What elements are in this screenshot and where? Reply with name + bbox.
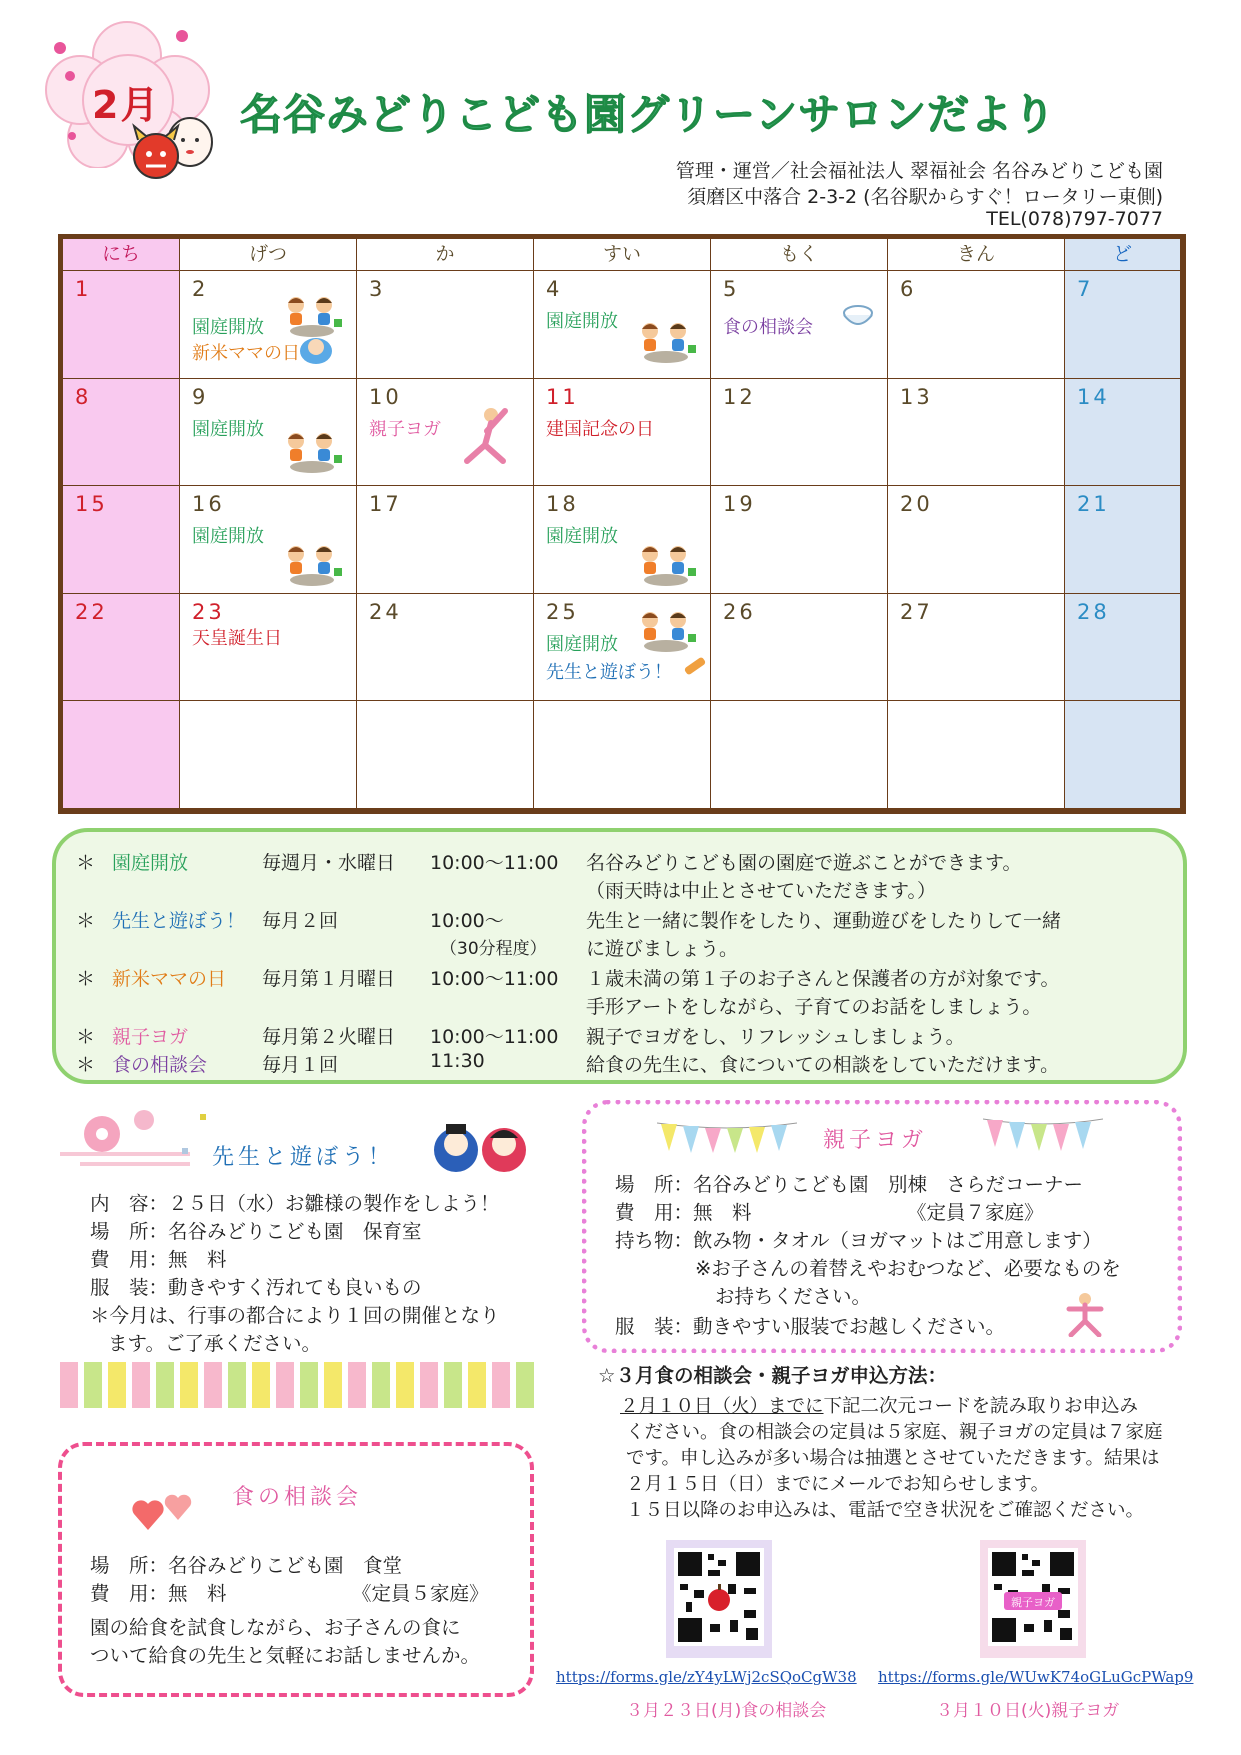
baby-icon (298, 333, 334, 365)
day-cell (63, 486, 180, 594)
food-desc-cont: ついて給食の先生と気軽にお話しませんか。 (90, 1644, 481, 1667)
day-cell (357, 701, 534, 809)
weekday-tue: か (357, 239, 534, 271)
event-food: 食の相談会 (723, 317, 813, 338)
play-cost: 費 用：無 料 (90, 1248, 227, 1271)
info-mark: ＊ (76, 910, 96, 932)
info-when: 毎月１回 (262, 1054, 339, 1076)
day-cell (534, 486, 711, 594)
day-cell (63, 379, 180, 487)
day-cell (357, 486, 534, 594)
day-cell (180, 379, 357, 487)
day-number: 23 (192, 599, 225, 624)
day-cell (534, 594, 711, 702)
info-when: 毎週月・水曜日 (262, 852, 396, 874)
day-number: 18 (546, 492, 579, 517)
kids-playing-icon (280, 429, 344, 473)
event-garden: 園庭開放 (192, 526, 264, 548)
info-time: 10:00～11:00 (430, 1026, 559, 1048)
food-desc: 園の給食を試食しながら、お子さんの食に (90, 1616, 461, 1639)
food-section-title: 食の相談会 (232, 1485, 363, 1510)
day-cell (1065, 701, 1181, 809)
apply-line-1-rest: 下記二次元コードを読み取りお申込み (823, 1396, 1139, 1417)
play-dress: 服 装：動きやすく汚れても良いもの (90, 1276, 422, 1299)
day-number: 16 (192, 492, 225, 517)
info-desc: 手形アートをしながら、子育てのお話をしましょう。 (586, 996, 1042, 1018)
kids-playing-icon (280, 542, 344, 586)
day-cell (357, 271, 534, 379)
day-number: 13 (900, 384, 933, 409)
qr-code-food[interactable] (666, 1540, 772, 1658)
day-cell (180, 594, 357, 702)
day-number: 14 (1077, 384, 1110, 409)
weekday-thu: もく (711, 239, 888, 271)
info-when: 毎月第２火曜日 (262, 1026, 396, 1048)
yoga-place: 場 所：名谷みどりこども園 別棟 さらだコーナー (615, 1173, 1084, 1196)
day-number: 4 (546, 277, 563, 301)
day-cell (888, 594, 1065, 702)
yoga-section-title: 親子ヨガ (823, 1128, 928, 1153)
day-cell (711, 701, 888, 809)
hearts-icon (132, 1490, 196, 1534)
food-section-box (58, 1442, 534, 1697)
food-place: 場 所：名谷みどりこども園 食堂 (90, 1554, 403, 1577)
day-number: 3 (369, 277, 386, 301)
info-when: 毎月第１月曜日 (262, 968, 396, 990)
page-title: 名谷みどりこども園グリーンサロンだより (240, 90, 1057, 139)
yoga-items-note-cont: お持ちください。 (715, 1285, 872, 1308)
day-number: 28 (1077, 599, 1110, 624)
day-number: 7 (1077, 277, 1094, 301)
bunting-icon (983, 1115, 1103, 1155)
org-address: 須磨区中落合 2-3-2 (名谷駅からすぐ！ロータリー東側) (687, 186, 1163, 208)
day-cell (180, 271, 357, 379)
org-line-1: 管理・運営／社会福祉法人 翠福祉会 名谷みどりこども園 (675, 160, 1163, 182)
info-time-note: （30分程度） (440, 939, 547, 959)
day-cell (711, 594, 888, 702)
month-label: 2月 (92, 83, 161, 127)
yoga-pose-icon (457, 405, 513, 465)
info-time: 10:00～ (430, 910, 504, 932)
yoga-dress: 服 装：動きやすい服装でお越しください。 (615, 1315, 1006, 1338)
event-play-with-teacher: 先生と遊ぼう！ (546, 661, 672, 683)
weekday-sun: にち (63, 239, 180, 271)
play-section-title: 先生と遊ぼう！ (212, 1145, 395, 1170)
yoga-items: 持ち物：飲み物・タオル（ヨガマットはご用意します） (615, 1229, 1102, 1252)
event-yoga: 親子ヨガ (369, 418, 441, 440)
info-desc: 名谷みどりこども園の園庭で遊ぶことができます。 (586, 852, 1022, 874)
day-cell (888, 379, 1065, 487)
apply-line-2: ください。食の相談会の定員は５家庭、親子ヨガの定員は７家庭 (626, 1422, 1163, 1443)
oni-mask-icon (130, 112, 218, 182)
day-cell (711, 271, 888, 379)
event-info-box (52, 828, 1187, 1084)
info-desc: １歳未満の第１子のお子さんと保護者の方が対象です。 (586, 968, 1060, 990)
calendar (58, 234, 1186, 814)
info-desc: （雨天時は中止とさせていただきます。） (586, 880, 936, 902)
day-cell (534, 701, 711, 809)
event-new-mama: 新米ママの日 (192, 343, 300, 364)
info-name: 新米ママの日 (112, 968, 227, 990)
rice-bowl-icon (841, 303, 875, 331)
info-desc: 給食の先生に、食についての相談をしていただけます。 (586, 1054, 1060, 1076)
play-place: 場 所：名谷みどりこども園 保育室 (90, 1220, 422, 1243)
day-cell (534, 271, 711, 379)
day-cell (711, 486, 888, 594)
day-number: 17 (369, 492, 402, 517)
day-number: 21 (1077, 492, 1110, 517)
day-cell (888, 271, 1065, 379)
day-cell (1065, 379, 1181, 487)
day-cell (63, 271, 180, 379)
event-founding-day: 建国記念の日 (546, 418, 654, 440)
info-desc: 親子でヨガをし、リフレッシュしましょう。 (586, 1026, 965, 1048)
yoga-section-box (582, 1100, 1182, 1353)
event-garden: 園庭開放 (192, 317, 264, 338)
info-name: 親子ヨガ (112, 1026, 189, 1048)
yoga-form-link[interactable]: https://forms.gle/WUwK74oGLuGcPWap9 (878, 1668, 1194, 1686)
weekday-wed: すい (534, 239, 711, 271)
food-form-link[interactable]: https://forms.gle/zY4yLWj2cSQoCgW38 (556, 1668, 857, 1686)
info-name: 食の相談会 (112, 1054, 208, 1076)
info-name: 先生と遊ぼう！ (112, 910, 246, 932)
day-number: 20 (900, 492, 933, 517)
info-time: 11:30 (430, 1050, 485, 1072)
yoga-cost: 費 用：無 料 (615, 1201, 752, 1224)
info-time: 10:00～11:00 (430, 968, 559, 990)
day-number: 5 (723, 277, 740, 301)
day-cell (357, 379, 534, 487)
apply-title: ☆３月食の相談会・親子ヨガ申込方法： (598, 1364, 947, 1387)
kids-playing-icon (634, 319, 698, 363)
day-cell (888, 701, 1065, 809)
event-garden: 園庭開放 (546, 311, 618, 332)
yoga-pose-icon (1061, 1291, 1109, 1337)
day-cell (180, 486, 357, 594)
day-cell (711, 379, 888, 487)
apply-line-3: です。申し込みが多い場合は抽選とさせていただきます。結果は (626, 1448, 1160, 1469)
day-number: 24 (369, 599, 402, 624)
info-mark: ＊ (76, 1026, 96, 1048)
kids-playing-icon (634, 542, 698, 586)
play-note: ＊今月は、行事の都合により１回の開催となり (90, 1304, 500, 1327)
event-garden: 園庭開放 (546, 526, 618, 548)
apply-line-5: １５日以降のお申込みは、電話で空き状況をご確認ください。 (626, 1500, 1145, 1521)
apply-line-4: ２月１５日（日）までにメールでお知らせします。 (626, 1474, 1050, 1495)
bunting-icon (657, 1119, 797, 1155)
play-note-cont: ます。ご了承ください。 (108, 1332, 321, 1355)
info-mark: ＊ (76, 852, 96, 874)
plum-blossom-icon (60, 1108, 210, 1178)
day-cell (534, 379, 711, 487)
yoga-items-note: ※お子さんの着替えやおむつなど、必要なものを (695, 1257, 1121, 1280)
info-mark: ＊ (76, 1054, 96, 1076)
hina-dolls-icon (430, 1116, 530, 1176)
day-number: 22 (75, 599, 108, 624)
day-number: 27 (900, 599, 933, 624)
day-number: 26 (723, 599, 756, 624)
info-time: 10:00～11:00 (430, 852, 559, 874)
day-number: 9 (192, 384, 209, 409)
day-number: 15 (75, 492, 108, 517)
day-cell (1065, 486, 1181, 594)
day-cell (63, 594, 180, 702)
event-garden: 園庭開放 (546, 633, 618, 655)
food-capacity: 《定員５家庭》 (352, 1582, 489, 1605)
day-cell (180, 701, 357, 809)
event-emperor-birthday: 天皇誕生日 (192, 627, 282, 649)
apply-line-1 (620, 1392, 1138, 1418)
info-desc: に遊びましょう。 (586, 938, 739, 960)
day-number: 11 (546, 384, 579, 409)
day-number: 12 (723, 384, 756, 409)
day-number: 6 (900, 277, 917, 301)
info-when: 毎月２回 (262, 910, 339, 932)
weekday-mon: げつ (180, 239, 357, 271)
day-number: 8 (75, 384, 92, 409)
info-name: 園庭開放 (112, 852, 189, 874)
org-tel: TEL(078)797-7077 (986, 208, 1163, 230)
day-number: 1 (75, 277, 92, 301)
day-cell (63, 701, 180, 809)
weekday-fri: きん (888, 239, 1065, 271)
day-number: 19 (723, 492, 756, 517)
day-number: 2 (192, 277, 209, 301)
yoga-qr-caption: ３月１０日(火)親子ヨガ (936, 1701, 1120, 1721)
food-cost: 費 用：無 料 (90, 1582, 227, 1605)
qr-badge-label: 親子ヨガ (1011, 1596, 1055, 1609)
info-mark: ＊ (76, 968, 96, 990)
decorative-border (60, 1362, 536, 1408)
weekday-sat: ど (1065, 239, 1181, 271)
apply-deadline: ２月１０日（火）までに (620, 1396, 824, 1417)
yoga-capacity: 《定員７家庭》 (907, 1201, 1044, 1224)
day-cell (1065, 271, 1181, 379)
play-content: 内 容：２５日（水）お雛様の製作をしよう！ (90, 1192, 500, 1215)
day-cell (888, 486, 1065, 594)
day-cell (1065, 594, 1181, 702)
day-cell (357, 594, 534, 702)
day-number: 25 (546, 599, 579, 624)
kids-playing-icon (634, 608, 698, 652)
day-number: 10 (369, 384, 402, 409)
info-desc: 先生と一緒に製作をしたり、運動遊びをしたりして一緒 (586, 910, 1062, 932)
kids-playing-icon (280, 293, 344, 337)
event-garden: 園庭開放 (192, 418, 264, 440)
food-qr-caption: ３月２３日(月)食の相談会 (626, 1701, 827, 1721)
craft-icon (682, 654, 708, 678)
qr-code-yoga[interactable] (980, 1540, 1086, 1658)
